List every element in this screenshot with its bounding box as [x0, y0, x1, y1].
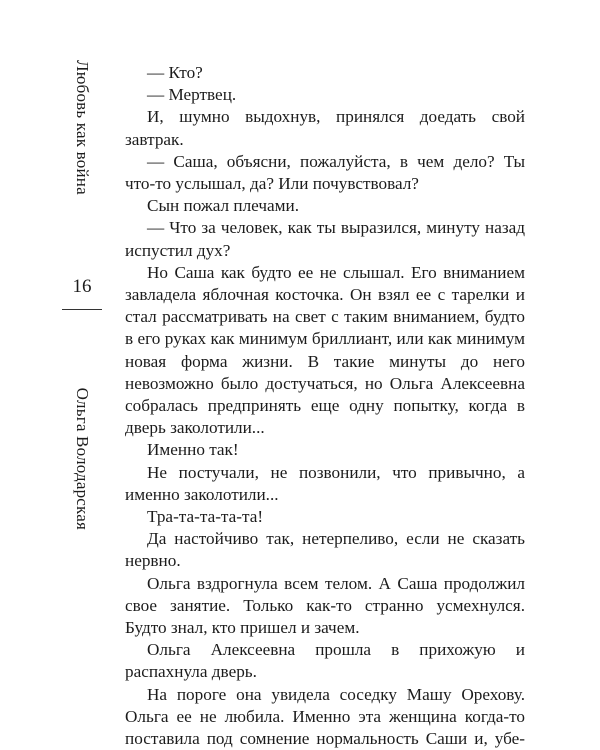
page-number: 16	[72, 275, 92, 297]
running-header	[52, 60, 112, 530]
paragraph: — Что за человек, как ты выразился, минуту назад испустил дух?	[125, 218, 525, 260]
paragraph: Ольга Алексеевна прошла в прихожую и распахнула дверь.	[125, 640, 525, 682]
paragraph: Но Саша как будто ее не слышал. Его вниманием завладела яблочная косточка. Он взял ее с тарелки и стал рассматривать на свет с таким вниманием, будто в его руках как минимум бриллиант, или как минимум новая форма жизни. В такие минуты до него невозможно было достучаться, но Ольга Алексеевна собралась предпринять еще одну попытку, когда в дверь заколотили...	[125, 262, 525, 438]
running-header-rotated	[54, 60, 110, 530]
paragraph: Именно так!	[147, 440, 239, 460]
paragraph: Не постучали, не позвонили, что привычно, а именно заколотили...	[125, 462, 525, 504]
page-number-group	[62, 273, 102, 310]
paragraph: Тра-та-та-та-та!	[147, 507, 264, 527]
author-name: Ольга Володарская	[73, 387, 92, 530]
body-text	[125, 62, 525, 750]
paragraph: — Мертвец.	[147, 85, 237, 105]
book-title: Любовь как война	[73, 60, 92, 195]
paragraph: — Саша, объясни, пожалуйста, в чем дело? Ты что-то услышал, да? Или почувствовал?	[125, 151, 525, 194]
paragraph: Сын пожал плечами.	[147, 196, 300, 216]
paragraph: И, шумно выдохнув, принялся доедать свой завтрак.	[125, 107, 525, 149]
paragraph: Да настойчиво так, нетерпеливо, если не сказать нервно.	[125, 529, 525, 571]
paragraph: Ольга вздрогнула всем телом. А Саша продолжил свое занятие. Только как-то странно усмехнулся. Будто знал, кто пришел и зачем.	[125, 573, 525, 638]
paragraph: — Кто?	[147, 63, 203, 82]
paragraph: На пороге она увидела соседку Машу Орехову. Ольга ее не любила. Именно эта женщина когда-то поставила под сомнение нормальность Саши и, убе-	[125, 684, 525, 749]
header-divider	[62, 309, 102, 310]
